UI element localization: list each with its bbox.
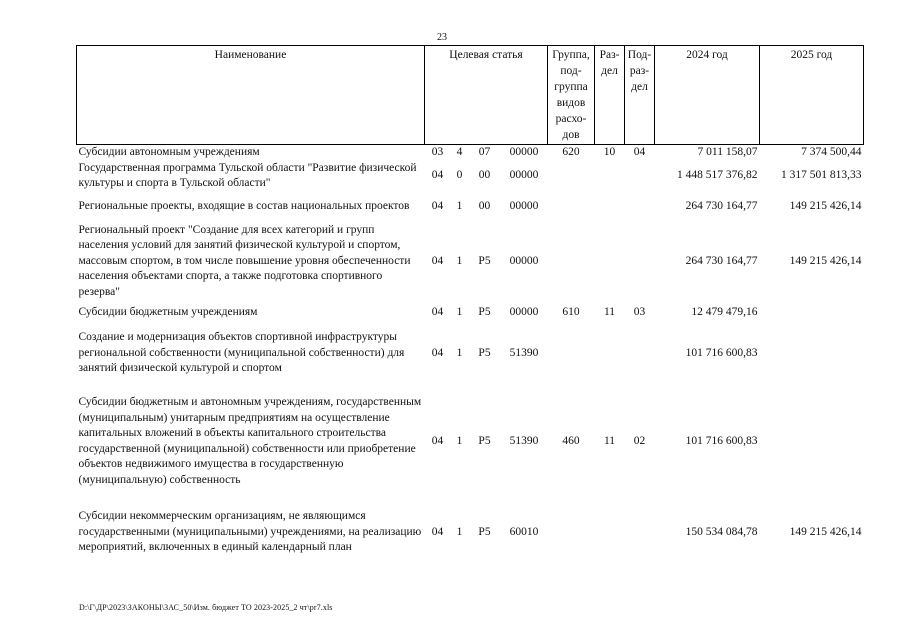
section: 11 — [603, 305, 616, 318]
header-year-2024: 2024 год — [655, 46, 760, 145]
section — [595, 501, 625, 565]
amount-2024: 101 716 600,83 — [685, 346, 758, 359]
page-number: 23 — [437, 32, 447, 43]
expense-group: 460 — [562, 434, 580, 447]
subsection: 04 — [633, 146, 646, 158]
target-article-subprogram: 1 — [456, 525, 463, 538]
table-header-row — [77, 46, 864, 145]
target-article-subprogram: 1 — [456, 200, 463, 213]
section — [595, 161, 625, 192]
subsection — [625, 223, 655, 301]
expense-group — [548, 325, 595, 383]
expense-group — [548, 192, 595, 223]
amount-2025: 149 215 426,14 — [789, 200, 862, 213]
subsection — [625, 161, 655, 192]
amount-2024: 12 479 479,16 — [691, 305, 758, 318]
subsection: 03 — [633, 305, 646, 318]
row-name: Государственная программа Тульской области "Развитие физической культуры и спорта в Тульской области" — [78, 161, 417, 189]
amount-2024: 7 011 158,07 — [697, 146, 758, 158]
target-article-group: P5 — [478, 254, 491, 267]
target-article-code: 00000 — [509, 169, 539, 182]
amount-2025: 149 215 426,14 — [789, 254, 862, 267]
amount-2025 — [760, 383, 864, 501]
expense-group: 620 — [562, 146, 580, 158]
header-year-2025: 2025 год — [760, 46, 864, 145]
section — [595, 325, 625, 383]
target-article-group: 07 — [478, 146, 491, 158]
subsection: 02 — [633, 434, 646, 447]
target-article-code: 51390 — [509, 346, 539, 359]
budget-table — [76, 45, 864, 565]
file-path-footer: D:\Г\ДР\2023\ЗАКОНЫ\ЗАС_50\Изм. бюджет ТО 2023-2025_2 чт\pr7.xls — [79, 603, 333, 612]
expense-group — [548, 223, 595, 301]
target-article-code: 00000 — [509, 200, 539, 213]
target-article-code: 00000 — [509, 254, 539, 267]
target-article-group: P5 — [478, 525, 491, 538]
row-name: Региональные проекты, входящие в состав национальных проектов — [78, 200, 410, 213]
expense-group — [548, 501, 595, 565]
amount-2025: 149 215 426,14 — [789, 525, 862, 538]
target-article-group: P5 — [478, 434, 491, 447]
table-row — [77, 325, 864, 383]
row-name: Субсидии автономным учреждениям — [78, 146, 260, 158]
target-article-program: 03 — [431, 146, 444, 158]
target-article-program: 04 — [431, 525, 444, 538]
target-article-subprogram: 0 — [456, 169, 463, 182]
amount-2024: 264 730 164,77 — [685, 200, 758, 213]
amount-2025 — [760, 325, 864, 383]
row-name: Субсидии бюджетным и автономным учреждениям, государственным (муниципальным) унитарным предприятиям на осуществление капитальных вложений в объекты капитального строительства государственной (муниципальной) собственности или приобретение объектов недвижимого имущества в государственную (муниципальную) собственность — [78, 396, 422, 486]
row-name: Субсидии некоммерческим организациям, не являющимся государственными (муниципальными) учреждениями, на реализацию мероприятий, включенных в единый календарный план — [78, 510, 422, 554]
target-article-group: P5 — [478, 346, 491, 359]
target-article-code: 00000 — [509, 305, 539, 318]
target-article-program: 04 — [431, 346, 444, 359]
table-row — [77, 192, 864, 223]
table-row — [77, 501, 864, 565]
amount-2025 — [760, 301, 864, 325]
amount-2024: 101 716 600,83 — [685, 434, 758, 447]
amount-2024: 264 730 164,77 — [685, 254, 758, 267]
header-subsection: Под-раз-дел — [625, 46, 655, 145]
section — [595, 192, 625, 223]
target-article-group: 00 — [478, 200, 491, 213]
target-article-subprogram: 1 — [456, 254, 463, 267]
header-expense-group: Группа, под-группа видов расхо-дов — [548, 46, 595, 145]
row-name: Создание и модернизация объектов спортивной инфраструктуры региональной собственности (муниципальной собственности) для занятий физической культурой и спортом — [78, 331, 405, 375]
target-article-code: 00000 — [509, 146, 539, 158]
section: 11 — [603, 434, 616, 447]
header-name: Наименование — [77, 46, 425, 145]
header-target-article: Целевая статья — [425, 46, 548, 145]
subsection — [625, 501, 655, 565]
target-article-program: 04 — [431, 305, 444, 318]
amount-2025: 1 317 501 813,33 — [781, 169, 862, 182]
target-article-subprogram: 1 — [456, 305, 463, 318]
row-name: Субсидии бюджетным учреждениям — [78, 305, 258, 318]
target-article-subprogram: 1 — [456, 346, 463, 359]
expense-group: 610 — [562, 305, 580, 318]
row-name: Региональный проект "Создание для всех категорий и групп населения условий для занятий физической культурой и спортом, массовым спортом, в том числе повышение уровня обеспеченности населения объектами спорта, а также подготовка спортивного резерва" — [78, 223, 411, 298]
section — [595, 223, 625, 301]
target-article-program: 04 — [431, 254, 444, 267]
table-row — [77, 223, 864, 301]
target-article-subprogram: 1 — [456, 434, 463, 447]
target-article-program: 04 — [431, 434, 444, 447]
target-article-program: 04 — [431, 200, 444, 213]
table-row — [77, 161, 864, 192]
target-article-subprogram: 4 — [456, 146, 463, 158]
table-row — [77, 145, 864, 161]
expense-group — [548, 161, 595, 192]
table-row — [77, 301, 864, 325]
table-row — [77, 383, 864, 501]
target-article-code: 51390 — [509, 434, 539, 447]
amount-2025: 7 374 500,44 — [801, 146, 862, 158]
amount-2024: 150 534 084,78 — [685, 525, 758, 538]
target-article-group: 00 — [478, 169, 491, 182]
amount-2024: 1 448 517 376,82 — [677, 169, 758, 182]
target-article-code: 60010 — [509, 525, 539, 538]
subsection — [625, 325, 655, 383]
header-section: Раз-дел — [595, 46, 625, 145]
target-article-program: 04 — [431, 169, 444, 182]
target-article-group: P5 — [478, 305, 491, 318]
section: 10 — [603, 146, 616, 158]
subsection — [625, 192, 655, 223]
